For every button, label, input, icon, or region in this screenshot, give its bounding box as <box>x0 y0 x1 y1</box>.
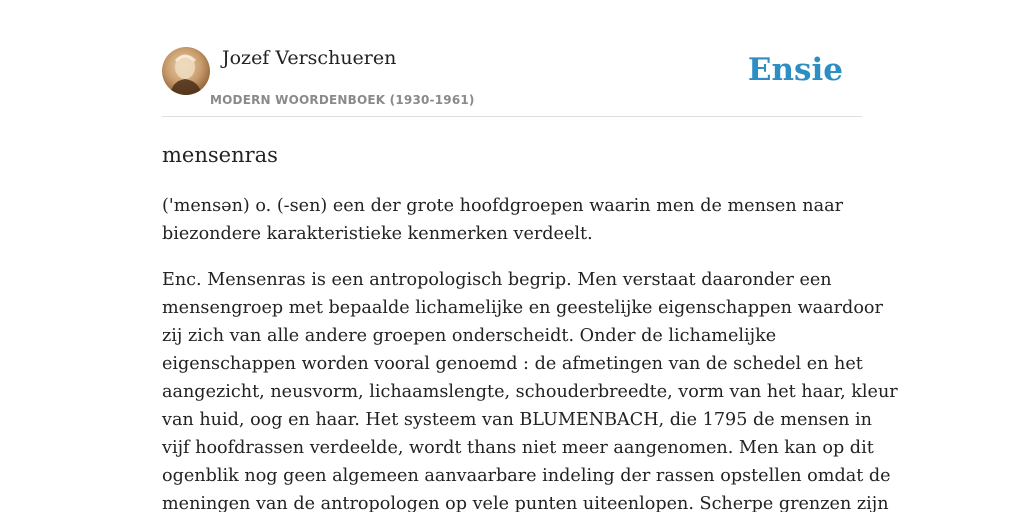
text-line: van huid, oog en haar. Het systeem van BLUMENBACH, die 1795 de mensen in <box>162 410 873 430</box>
author-name[interactable]: Jozef Verschueren <box>222 47 397 69</box>
source-label[interactable]: MODERN WOORDENBOEK (1930-1961) <box>210 93 475 107</box>
text-line: ogenblik nog geen algemeen aanvaarbare indeling der rassen opstellen omdat de <box>162 466 891 486</box>
text-line: Enc. Mensenras is een antropologisch begrip. Men verstaat daaronder een <box>162 270 832 290</box>
definition-paragraph <box>162 192 872 248</box>
author-avatar[interactable] <box>162 47 210 95</box>
header <box>162 46 862 117</box>
entry-title: mensenras <box>162 143 278 167</box>
ensie-logo[interactable]: Ensie <box>747 52 843 88</box>
text-line: aangezicht, neusvorm, lichaamslengte, schouderbreedte, vorm van het haar, kleur <box>162 382 898 402</box>
text-line: ('mensən) o. (-sen) een der grote hoofdgroepen waarin men de mensen naar <box>162 196 843 216</box>
text-line: eigenschappen worden vooral genoemd : de afmetingen van de schedel en het <box>162 354 863 374</box>
text-line: biezondere karakteristieke kenmerken verdeelt. <box>162 224 593 244</box>
encyclopedia-paragraph <box>162 266 898 512</box>
text-line: vijf hoofdrassen verdeelde, wordt thans niet meer aangenomen. Men kan op dit <box>162 438 874 458</box>
text-line: mensengroep met bepaalde lichamelijke en geestelijke eigenschappen waardoor <box>162 298 883 318</box>
text-line: meningen van de antropologen op vele punten uiteenlopen. Scherpe grenzen zijn <box>162 494 889 512</box>
text-line: zij zich van alle andere groepen onderscheidt. Onder de lichamelijke <box>162 326 777 346</box>
portrait-icon <box>162 47 210 95</box>
entry-body <box>162 192 898 512</box>
